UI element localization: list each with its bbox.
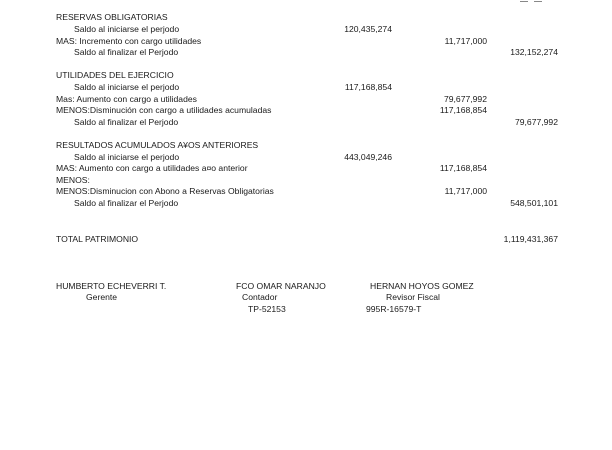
signature-role: Gerente (86, 292, 118, 302)
utilidades-row-label: MENOS:Disminución con cargo a utilidades acumuladas (56, 105, 272, 115)
signature-role: Contador (242, 292, 278, 302)
resultados-row-value: 11,717,000 (444, 186, 487, 196)
signature-name: HERNAN HOYOS GOMEZ (370, 281, 474, 291)
signature-name: FCO OMAR NARANJO (236, 281, 326, 291)
signature-id: 995R-16579-T (366, 304, 422, 314)
utilidades-row-value: 117,168,854 (344, 82, 392, 92)
total-label: TOTAL PATRIMONIO (56, 234, 139, 244)
reservas-row-value: 11,717,000 (444, 36, 487, 46)
page-edge-marks (520, 0, 560, 2)
resultados-row-value: 548,501,101 (510, 198, 558, 208)
signature-id: TP-52153 (248, 304, 286, 314)
reservas-row-value: 120,435,274 (344, 24, 392, 34)
utilidades-row-value: 117,168,854 (439, 105, 487, 115)
utilidades-row-label: Saldo al finalizar el Perjodo (74, 117, 179, 127)
resultados-row-label: MENOS: (56, 175, 90, 185)
utilidades-row-label: Saldo al iniciarse el perjodo (74, 82, 180, 92)
utilidades-row-value: 79,677,992 (443, 94, 487, 104)
reservas-row-value: 132,152,274 (510, 47, 558, 57)
reservas-row-label: Saldo al iniciarse el perjodo (74, 24, 180, 34)
total-value: 1,119,431,367 (503, 234, 558, 244)
resultados-row-value: 117,168,854 (439, 163, 487, 173)
section-title-reservas: RESERVAS OBLIGATORIAS (56, 12, 168, 22)
utilidades-row-label: Mas: Aumento con cargo a utilidades (56, 94, 197, 104)
reservas-row-label: Saldo al finalizar el Perjodo (74, 47, 179, 57)
utilidades-row-value: 79,677,992 (514, 117, 558, 127)
signature-role: Revisor Fiscal (386, 292, 440, 302)
resultados-row-value: 443,049,246 (344, 152, 392, 162)
section-title-resultados: RESULTADOS ACUMULADOS A¥OS ANTERIORES (56, 140, 259, 150)
section-title-utilidades: UTILIDADES DEL EJERCICIO (56, 70, 174, 80)
resultados-row-label: MENOS:Disminucion con Abono a Reservas Obligatorias (56, 186, 274, 196)
signature-name: HUMBERTO ECHEVERRI T. (56, 281, 167, 291)
resultados-row-label: MAS: Aumento con cargo a utilidades a¤o anterior (56, 163, 248, 173)
resultados-row-label: Saldo al iniciarse el perjodo (74, 152, 180, 162)
resultados-row-label: Saldo al finalizar el Perjodo (74, 198, 179, 208)
reservas-row-label: MAS: Incremento con cargo utilidades (56, 36, 202, 46)
